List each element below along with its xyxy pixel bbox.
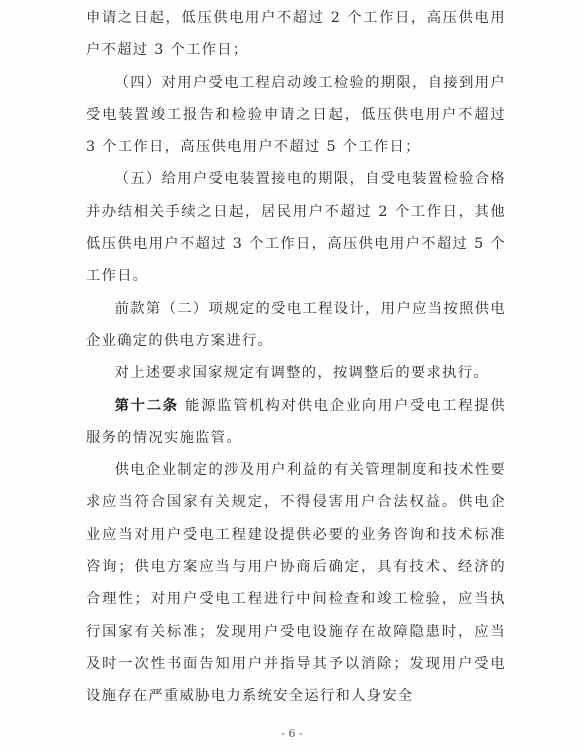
paragraph-3: （五）给用户受电装置接电的期限，自受电装置检验合格并办结相关手续之日起，居民用户不超过 2 个工作日，其他低压供电用户不超过 3 个工作日，高压供电用户不超过 5 个工作日。 [86,171,506,285]
article-12-label: 第十二条 [114,397,179,414]
document-body [86,2,506,713]
article-12-paragraph [86,390,506,455]
paragraph-1: 申请之日起，低压供电用户不超过 2 个工作日，高压供电用户不超过 3 个工作日； [86,10,506,59]
paragraph-4: 前款第（二）项规定的受电工程设计，用户应当按照供电企业确定的供电方案进行。 [86,300,506,349]
article-12-text: 能源监管机构对供电企业向用户受电工程提供服务的情况实施监管。 [86,397,506,446]
paragraph-7: 供电企业制定的涉及用户利益的有关管理制度和技术性要求应当符合国家有关规定，不得侵害用户合法权益。供电企业应当对用户受电工程建设提供必要的业务咨询和技术标准咨询；供电方案应当与用户协商后确定，具有技术、经济的合理性；对用户受电工程进行中间检查和竣工检验，应当执行国家有关标准；发现用户受电设施存在故障隐患时，应当及时一次性书面告知用户并指导其予以消除；发现用户受电设施存在严重威胁电力系统安全运行和人身安全 [86,462,506,705]
paragraph-2: （四）对用户受电工程启动竣工检验的期限，自接到用户受电装置竣工报告和检验申请之日起，低压供电用户不超过 3 个工作日，高压供电用户不超过 5 个工作日； [86,74,506,156]
paragraph-5: 对上述要求国家规定有调整的，按调整后的要求执行。 [114,365,489,382]
page-number: - 6 - [281,727,303,740]
